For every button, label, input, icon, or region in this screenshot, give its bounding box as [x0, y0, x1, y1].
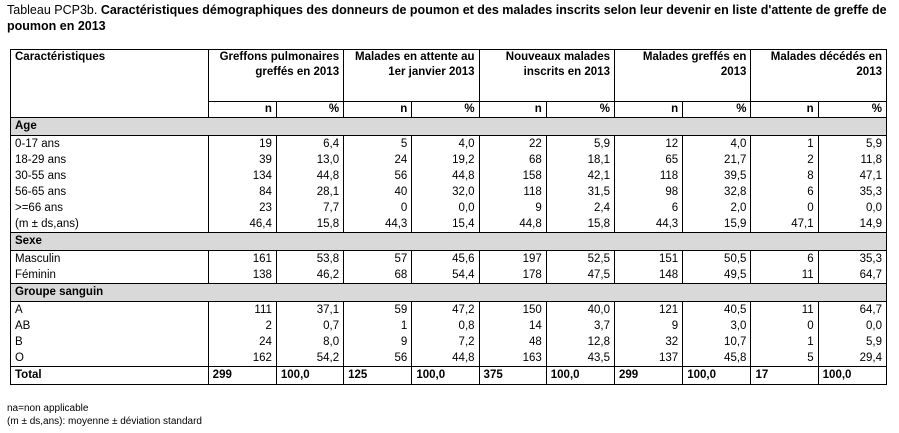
cell-n: 47,1	[751, 216, 818, 233]
cell-n: 137	[614, 350, 682, 367]
cell-n: 24	[344, 152, 412, 168]
cell-n: 134	[208, 168, 276, 184]
cell-n: 138	[208, 267, 276, 284]
cell-n: 0	[751, 318, 818, 334]
cell-pct: 40,5	[683, 302, 751, 319]
footnote-na: na=non applicable	[7, 403, 89, 414]
cell-n: 46,4	[208, 216, 276, 233]
cell-n: 5	[344, 136, 412, 153]
cell-n: 0	[751, 200, 818, 216]
table-row	[11, 152, 887, 168]
cell-n: 9	[614, 318, 682, 334]
cell-pct: 6,4	[276, 136, 343, 153]
cell-n: 84	[208, 184, 276, 200]
cell-pct: 4,0	[412, 136, 479, 153]
cell-n: 6	[751, 184, 818, 200]
total-n: 299	[208, 367, 276, 385]
cell-pct: 32,0	[412, 184, 479, 200]
cell-n: 111	[208, 302, 276, 319]
table-row	[11, 334, 887, 350]
cell-pct: 53,8	[276, 251, 343, 268]
total-n: 17	[751, 367, 818, 385]
footnote-mean-sd: (m ± ds,ans): moyenne ± déviation standard	[7, 416, 202, 427]
header-group-decedes: Malades décédés en 2013	[751, 50, 887, 102]
cell-pct: 35,3	[818, 184, 886, 200]
cell-n: 11	[751, 302, 818, 319]
cell-n: 1	[751, 136, 818, 153]
cell-pct: 3,7	[546, 318, 614, 334]
table-title-text: Caractéristiques démographiques des donneurs de poumon et des malades inscrits selon leur devenir en liste d'attente de greffe de poumon en 2013	[7, 3, 887, 33]
cell-pct: 49,5	[683, 267, 751, 284]
cell-n: 2	[751, 152, 818, 168]
cell-pct: 10,7	[683, 334, 751, 350]
cell-pct: 32,8	[683, 184, 751, 200]
cell-n: 2	[208, 318, 276, 334]
table-row	[11, 251, 887, 268]
cell-n: 1	[344, 318, 412, 334]
cell-n: 163	[479, 350, 546, 367]
header-pct: %	[546, 102, 614, 118]
cell-pct: 47,1	[818, 168, 886, 184]
cell-pct: 42,1	[546, 168, 614, 184]
section-title: Sexe	[11, 233, 887, 251]
cell-pct: 0,7	[276, 318, 343, 334]
cell-pct: 5,9	[818, 136, 886, 153]
cell-n: 0	[344, 200, 412, 216]
cell-n: 40	[344, 184, 412, 200]
cell-pct: 29,4	[818, 350, 886, 367]
header-n: n	[751, 102, 818, 118]
section-header-row	[11, 284, 887, 302]
cell-pct: 35,3	[818, 251, 886, 268]
table-row	[11, 350, 887, 367]
total-n: 125	[344, 367, 412, 385]
row-label: (m ± ds,ans)	[11, 216, 209, 233]
cell-n: 24	[208, 334, 276, 350]
cell-pct: 2,4	[546, 200, 614, 216]
cell-pct: 47,2	[412, 302, 479, 319]
section-title: Groupe sanguin	[11, 284, 887, 302]
cell-pct: 2,0	[683, 200, 751, 216]
header-pct: %	[412, 102, 479, 118]
cell-pct: 7,2	[412, 334, 479, 350]
cell-n: 44,8	[479, 216, 546, 233]
cell-pct: 31,5	[546, 184, 614, 200]
row-label: 56-65 ans	[11, 184, 209, 200]
header-n: n	[614, 102, 682, 118]
cell-pct: 44,8	[412, 350, 479, 367]
cell-n: 9	[344, 334, 412, 350]
cell-n: 23	[208, 200, 276, 216]
cell-pct: 18,1	[546, 152, 614, 168]
cell-pct: 37,1	[276, 302, 343, 319]
cell-n: 19	[208, 136, 276, 153]
header-group-greffons: Greffons pulmonaires greffés en 2013	[208, 50, 343, 102]
cell-pct: 3,0	[683, 318, 751, 334]
cell-n: 12	[614, 136, 682, 153]
cell-n: 44,3	[614, 216, 682, 233]
cell-n: 151	[614, 251, 682, 268]
header-pct: %	[276, 102, 343, 118]
row-label: O	[11, 350, 209, 367]
table-row	[11, 136, 887, 153]
cell-pct: 64,7	[818, 267, 886, 284]
cell-n: 56	[344, 350, 412, 367]
table-row	[11, 184, 887, 200]
table-row	[11, 216, 887, 233]
total-pct: 100,0	[818, 367, 886, 385]
table-row	[11, 200, 887, 216]
cell-n: 158	[479, 168, 546, 184]
cell-n: 8	[751, 168, 818, 184]
cell-n: 32	[614, 334, 682, 350]
row-label: >=66 ans	[11, 200, 209, 216]
cell-pct: 0,0	[818, 200, 886, 216]
total-pct: 100,0	[683, 367, 751, 385]
header-group-attente: Malades en attente au 1er janvier 2013	[344, 50, 479, 102]
cell-pct: 7,7	[276, 200, 343, 216]
section-header-row	[11, 118, 887, 136]
cell-n: 161	[208, 251, 276, 268]
cell-pct: 45,8	[683, 350, 751, 367]
cell-n: 68	[344, 267, 412, 284]
cell-pct: 44,8	[276, 168, 343, 184]
total-n: 375	[479, 367, 546, 385]
total-pct: 100,0	[276, 367, 343, 385]
total-pct: 100,0	[412, 367, 479, 385]
cell-pct: 15,9	[683, 216, 751, 233]
row-label: B	[11, 334, 209, 350]
cell-pct: 46,2	[276, 267, 343, 284]
total-pct: 100,0	[546, 367, 614, 385]
table-title	[7, 2, 893, 34]
cell-pct: 0,0	[412, 200, 479, 216]
cell-n: 6	[751, 251, 818, 268]
cell-n: 59	[344, 302, 412, 319]
cell-n: 56	[344, 168, 412, 184]
cell-pct: 5,9	[818, 334, 886, 350]
row-label: AB	[11, 318, 209, 334]
row-label: 0-17 ans	[11, 136, 209, 153]
cell-pct: 45,6	[412, 251, 479, 268]
cell-pct: 44,8	[412, 168, 479, 184]
cell-pct: 40,0	[546, 302, 614, 319]
row-label: Féminin	[11, 267, 209, 284]
cell-pct: 28,1	[276, 184, 343, 200]
section-header-row	[11, 233, 887, 251]
row-label: Masculin	[11, 251, 209, 268]
cell-pct: 19,2	[412, 152, 479, 168]
cell-n: 150	[479, 302, 546, 319]
header-n: n	[208, 102, 276, 118]
header-characteristics: Caractéristiques	[11, 50, 209, 118]
cell-n: 197	[479, 251, 546, 268]
cell-pct: 54,4	[412, 267, 479, 284]
cell-n: 22	[479, 136, 546, 153]
cell-n: 118	[614, 168, 682, 184]
cell-n: 98	[614, 184, 682, 200]
cell-pct: 8,0	[276, 334, 343, 350]
cell-pct: 15,8	[276, 216, 343, 233]
cell-pct: 5,9	[546, 136, 614, 153]
row-label: 30-55 ans	[11, 168, 209, 184]
cell-n: 14	[479, 318, 546, 334]
row-label: A	[11, 302, 209, 319]
cell-pct: 64,7	[818, 302, 886, 319]
cell-pct: 47,5	[546, 267, 614, 284]
header-pct: %	[818, 102, 886, 118]
header-n: n	[479, 102, 546, 118]
demographics-table	[10, 49, 887, 385]
row-label: 18-29 ans	[11, 152, 209, 168]
table-row	[11, 318, 887, 334]
cell-n: 148	[614, 267, 682, 284]
cell-pct: 12,8	[546, 334, 614, 350]
cell-n: 44,3	[344, 216, 412, 233]
cell-n: 48	[479, 334, 546, 350]
cell-n: 57	[344, 251, 412, 268]
cell-n: 118	[479, 184, 546, 200]
cell-n: 1	[751, 334, 818, 350]
cell-n: 65	[614, 152, 682, 168]
total-label: Total	[11, 367, 209, 385]
cell-n: 178	[479, 267, 546, 284]
cell-n: 121	[614, 302, 682, 319]
cell-pct: 4,0	[683, 136, 751, 153]
cell-pct: 14,9	[818, 216, 886, 233]
header-group-greffes: Malades greffés en 2013	[614, 50, 750, 102]
header-n: n	[344, 102, 412, 118]
cell-pct: 11,8	[818, 152, 886, 168]
cell-n: 6	[614, 200, 682, 216]
total-row	[11, 367, 887, 385]
cell-n: 162	[208, 350, 276, 367]
cell-pct: 13,0	[276, 152, 343, 168]
table-row	[11, 302, 887, 319]
total-n: 299	[614, 367, 682, 385]
table-row	[11, 168, 887, 184]
cell-n: 11	[751, 267, 818, 284]
section-title: Age	[11, 118, 887, 136]
cell-pct: 52,5	[546, 251, 614, 268]
header-group-nouveaux: Nouveaux malades inscrits en 2013	[479, 50, 614, 102]
footnotes	[7, 402, 202, 428]
cell-n: 68	[479, 152, 546, 168]
cell-n: 39	[208, 152, 276, 168]
cell-pct: 0,8	[412, 318, 479, 334]
cell-pct: 15,4	[412, 216, 479, 233]
cell-pct: 43,5	[546, 350, 614, 367]
cell-pct: 39,5	[683, 168, 751, 184]
table-number: Tableau PCP3b.	[7, 3, 98, 17]
cell-pct: 50,5	[683, 251, 751, 268]
cell-pct: 54,2	[276, 350, 343, 367]
table-row	[11, 267, 887, 284]
cell-n: 5	[751, 350, 818, 367]
cell-pct: 15,8	[546, 216, 614, 233]
cell-n: 9	[479, 200, 546, 216]
cell-pct: 21,7	[683, 152, 751, 168]
table-body	[11, 118, 887, 385]
cell-pct: 0,0	[818, 318, 886, 334]
header-pct: %	[683, 102, 751, 118]
